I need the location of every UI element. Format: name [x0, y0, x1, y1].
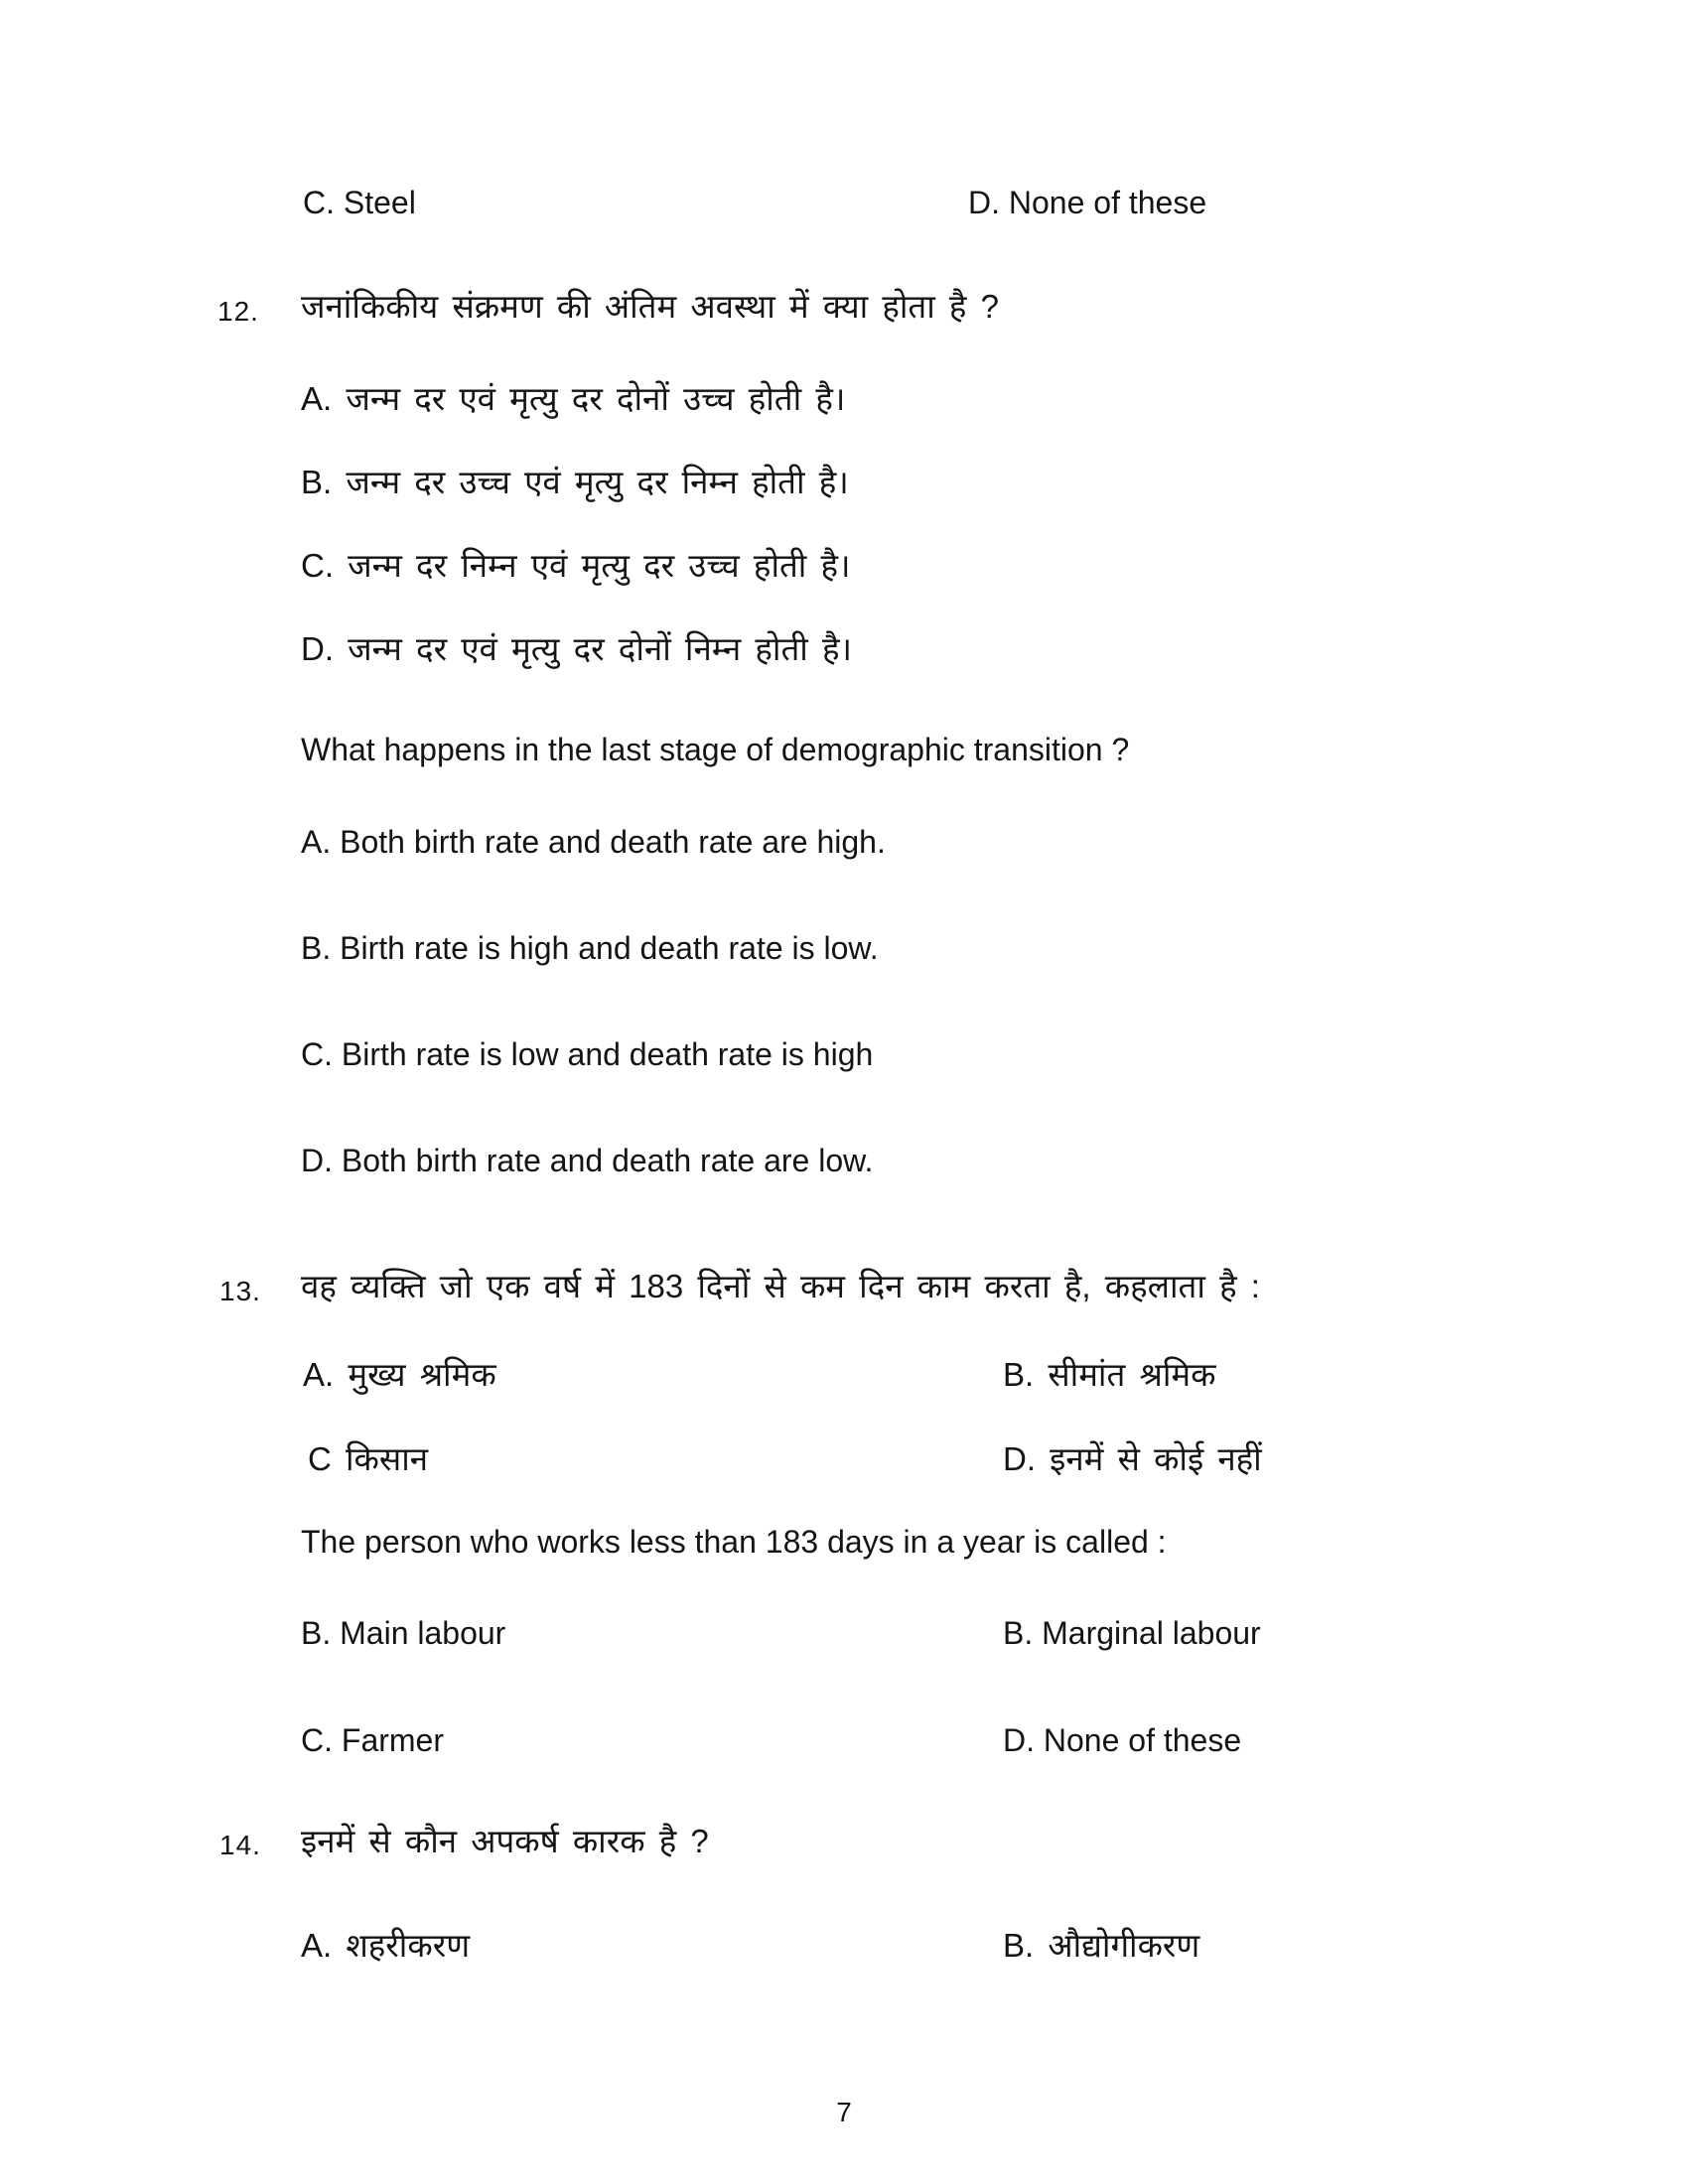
question-12-english-option-d: D. Both birth rate and death rate are low.: [301, 1143, 874, 1178]
question-12-number: 12.: [217, 296, 259, 327]
page-number: 7: [836, 2097, 852, 2127]
question-13-number: 13.: [219, 1276, 261, 1306]
question-12-english-option-b: B. Birth rate is high and death rate is low.: [301, 930, 879, 966]
question-12-english-option-c: C. Birth rate is low and death rate is high: [301, 1036, 874, 1072]
question-13-english-text: The person who works less than 183 days in a year is called :: [301, 1524, 1167, 1560]
question-14-hindi-option-a: A. शहरीकरण: [301, 1927, 471, 1964]
question-14-number: 14.: [219, 1830, 261, 1860]
question-12-hindi-option-c: C. जन्म दर निम्न एवं मृत्यु दर उच्च होती है।: [301, 547, 851, 584]
question-13-english-option-d: D. None of these: [1003, 1722, 1242, 1758]
question-13-hindi-option-c: C किसान: [308, 1440, 429, 1477]
question-13-english-option-a: B. Main labour: [301, 1615, 506, 1651]
question-13-hindi-option-b: B. सीमांत श्रमिक: [1003, 1356, 1216, 1393]
question-13-hindi-option-d: D. इनमें से कोई नहीं: [1003, 1440, 1262, 1477]
question-13-english-option-c: C. Farmer: [301, 1722, 444, 1758]
question-12-hindi-option-a: A. जन्म दर एवं मृत्यु दर दोनों उच्च होती है।: [301, 380, 846, 417]
prev-question-option-d: D. None of these: [968, 185, 1207, 220]
question-13-english-option-b: B. Marginal labour: [1003, 1615, 1261, 1651]
question-12-english-text: What happens in the last stage of demographic transition ?: [301, 732, 1130, 767]
question-13-hindi-text: वह व्यक्ति जो एक वर्ष में 183 दिनों से कम दिन काम करता है, कहलाता है :: [301, 1268, 1260, 1304]
question-13-hindi-option-a: A. मुख्य श्रमिक: [303, 1356, 496, 1393]
question-14-hindi-text: इनमें से कौन अपकर्ष कारक है ?: [301, 1823, 709, 1859]
question-12-hindi-text: जनांकिकीय संक्रमण की अंतिम अवस्था में क्या होता है ?: [301, 288, 999, 325]
question-12-hindi-option-d: D. जन्म दर एवं मृत्यु दर दोनों निम्न होती है।: [301, 630, 852, 667]
question-12-hindi-option-b: B. जन्म दर उच्च एवं मृत्यु दर निम्न होती है।: [301, 464, 849, 500]
question-12-english-option-a: A. Both birth rate and death rate are high.: [301, 824, 886, 860]
question-14-hindi-option-b: B. औद्योगीकरण: [1003, 1927, 1200, 1964]
prev-question-option-c: C. Steel: [303, 185, 416, 220]
